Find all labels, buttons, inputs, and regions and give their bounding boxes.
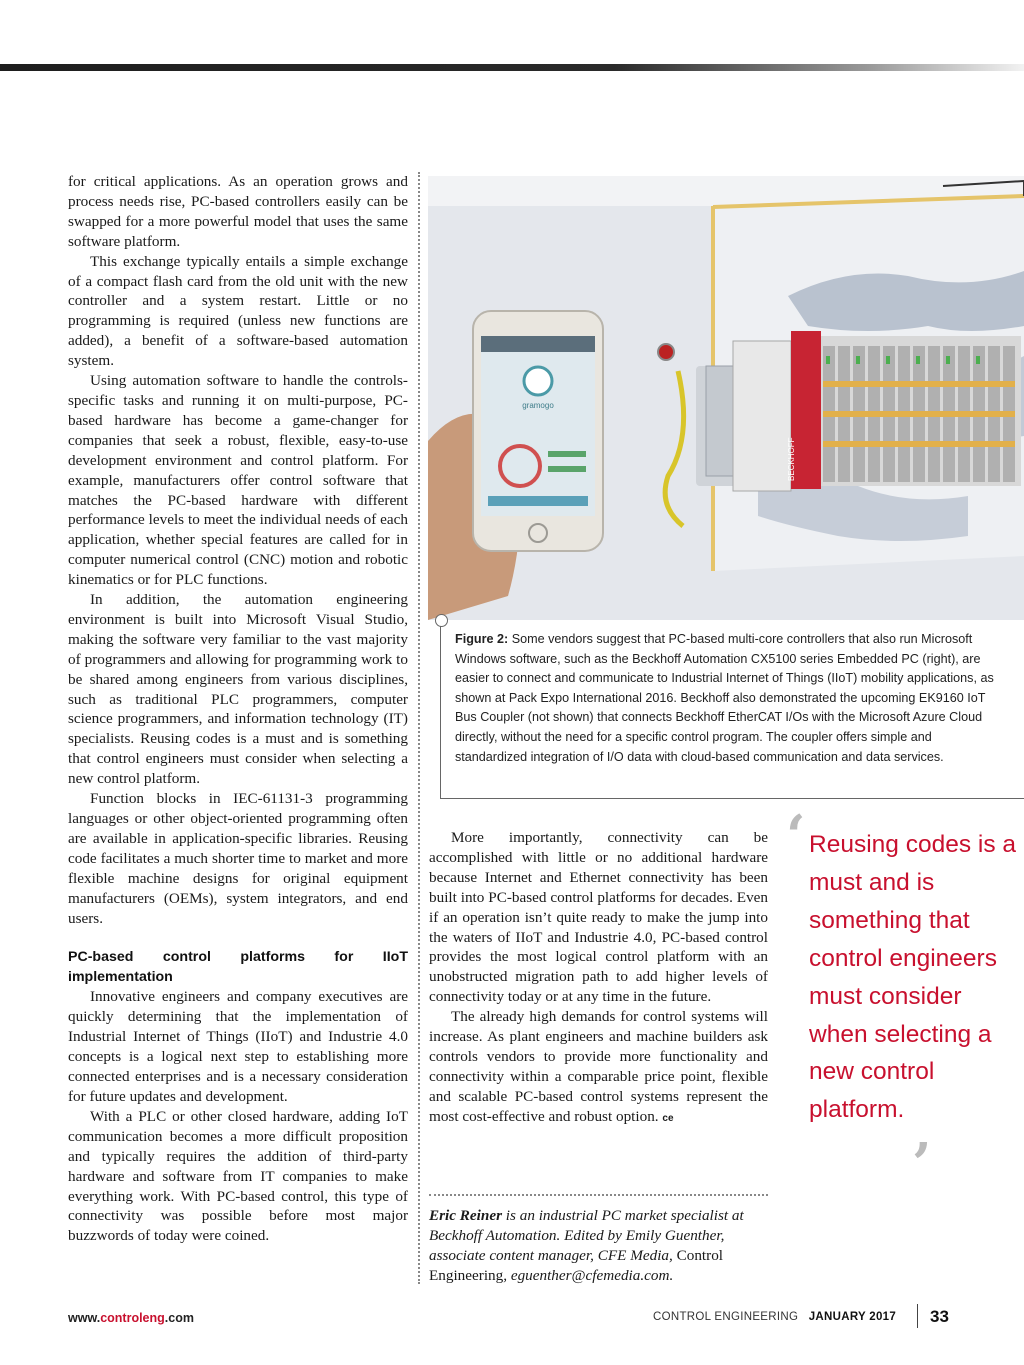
footer-divider <box>917 1304 918 1328</box>
figure-caption <box>455 630 1000 767</box>
issue-date: JANUARY 2017 <box>808 1311 897 1323</box>
figure-photo <box>428 176 1024 620</box>
figure-photo-illustration <box>428 176 1024 620</box>
magazine-name: CONTROL ENGINEERING <box>653 1311 799 1323</box>
paragraph: Innovative engineers and company executives are quickly determining that the implementation of Industrial Internet of Things (IIoT) and Industrie 4.0 concepts is a logical next step to establishing more connected enterprises and is a necessary consideration for future updates and development. <box>68 988 408 1105</box>
author-bio <box>429 1206 774 1286</box>
section-heading: PC-based control platforms for IIoT implementation <box>68 949 408 985</box>
paragraph: In addition, the automation engineering environment is built into Microsoft Visual Studio, making the software very familiar to the vast majority of programmers and allowing for programming work to be shared among engineers from various disciplines, such as traditional PLC programmers, computer science programmers, and information technology (IT) specialists. Reusing codes is a must and is something that control engineers must consider when selecting a new control platform. <box>68 591 408 788</box>
paragraph: This exchange typically entails a simple exchange of a compact flash card from the old unit with the new controller and a system restart. Little or no programming is required (unless new functions are added), a benefit of a software-based automation system. <box>68 252 408 370</box>
column-divider <box>418 172 420 1284</box>
author-name: Eric Reiner <box>429 1207 502 1224</box>
close-quote-icon: ’ <box>912 1131 932 1197</box>
author-email: , eguenther@cfemedia.com. <box>503 1266 674 1284</box>
pull-quote-text: Reusing codes is a must and is something that control engineers must consider when selecting a new control platform. <box>809 831 1017 1124</box>
footer-url-suffix: .com <box>164 1311 194 1325</box>
paragraph <box>429 1007 768 1128</box>
page-number: 33 <box>930 1307 949 1326</box>
footer-url[interactable] <box>68 1311 194 1325</box>
footer-url-brand: controleng <box>100 1311 165 1325</box>
paragraph: Function blocks in IEC-61131-3 programming languages or other object-oriented programming often are available in application-specific libraries. Reusing code facilitates a much shorter time to market and more flexible machine designs for original equipment manufacturers (OEMs), system integrators, and end users. <box>68 790 408 927</box>
figure-label: Figure 2: <box>455 632 509 646</box>
end-mark: ce <box>662 1112 674 1124</box>
paragraph: for critical applications. As an operation grows and process needs rise, PC-based controllers easily can be swapped for a more powerful model that uses the same software platform. <box>68 173 408 250</box>
device-brand-label: BECKHOFF <box>787 437 796 481</box>
author-divider <box>429 1194 768 1196</box>
paragraph: More importantly, connectivity can be accomplished with little or no additional hardware because Internet and Ethernet connectivity has been built into PC-based control platforms for decades. Even if an operation isn’t quite ready to make the jump into the waters of IIoT and Industrie 4.0, PC-based control provides the most logical control platform with an unobstructed migration path to add higher levels of connectivity today or at any time in the future. <box>429 829 768 1006</box>
footer-url-prefix: www. <box>68 1311 101 1325</box>
article-column-middle <box>429 828 768 1129</box>
figure-caption-text: Some vendors suggest that PC-based multi-core controllers that also run Microsoft Windows software, such as the Beckhoff Automation CX5100 series Embedded PC (right), are easier to connect and communicate to Industrial Internet of Things (IIoT) mobility applications, as shown at Pack Expo International 2016. Beckhoff also demonstrated the upcoming EK9160 IoT Bus Coupler (not shown) that connects Beckhoff EtherCAT I/Os with the Microsoft Azure Cloud directly, without the need for a specific control program. The coupler offers simple and standardized integration of I/O data with cloud-based communication and data services. <box>455 632 994 764</box>
caption-marker-dot <box>435 614 448 627</box>
open-quote-icon: ‘ <box>786 803 806 869</box>
paragraph: Using automation software to handle the controls-specific tasks and running it on multi-purpose, PC-based hardware has become a game-changer for companies that seek a robust, flexible, easy-to-use development environment and control platform. For example, manufacturers offer control software that matches the PC-based hardware with different performance levels to meet the individual needs of each application, whether special features are called for in computer numerical control (CNC) motion and robotic kinematics or for PLC functions. <box>68 372 408 589</box>
article-column-left <box>68 172 408 1246</box>
publication-name: Control Engineering <box>429 1246 724 1284</box>
caption-rule-bottom <box>440 798 1024 799</box>
header-rule <box>0 64 1024 71</box>
footer-magazine <box>653 1311 896 1323</box>
author-bio-text: is an industrial PC market specialist at Beckhoff Automation. Edited by Emily Guenther, associate content manager, CFE Media, <box>429 1207 744 1264</box>
caption-rule-left <box>440 626 441 799</box>
app-name-label: gramogo <box>522 401 554 410</box>
paragraph-text: The already high demands for control systems will increase. As plant engineers and machine builders ask controls vendors to provide more functionality and connectivity within a comparable price point, flexible and scalable PC-based control systems represent the most cost-effective and robust option. <box>429 1008 768 1125</box>
paragraph: With a PLC or other closed hardware, adding IoT communication becomes a more difficult proposition and typically requires the addition of third-party hardware and software from IT companies to make everything work. With PC-based control, this type of connectivity was possible before most major buzzwords of today were coined. <box>68 1107 408 1245</box>
